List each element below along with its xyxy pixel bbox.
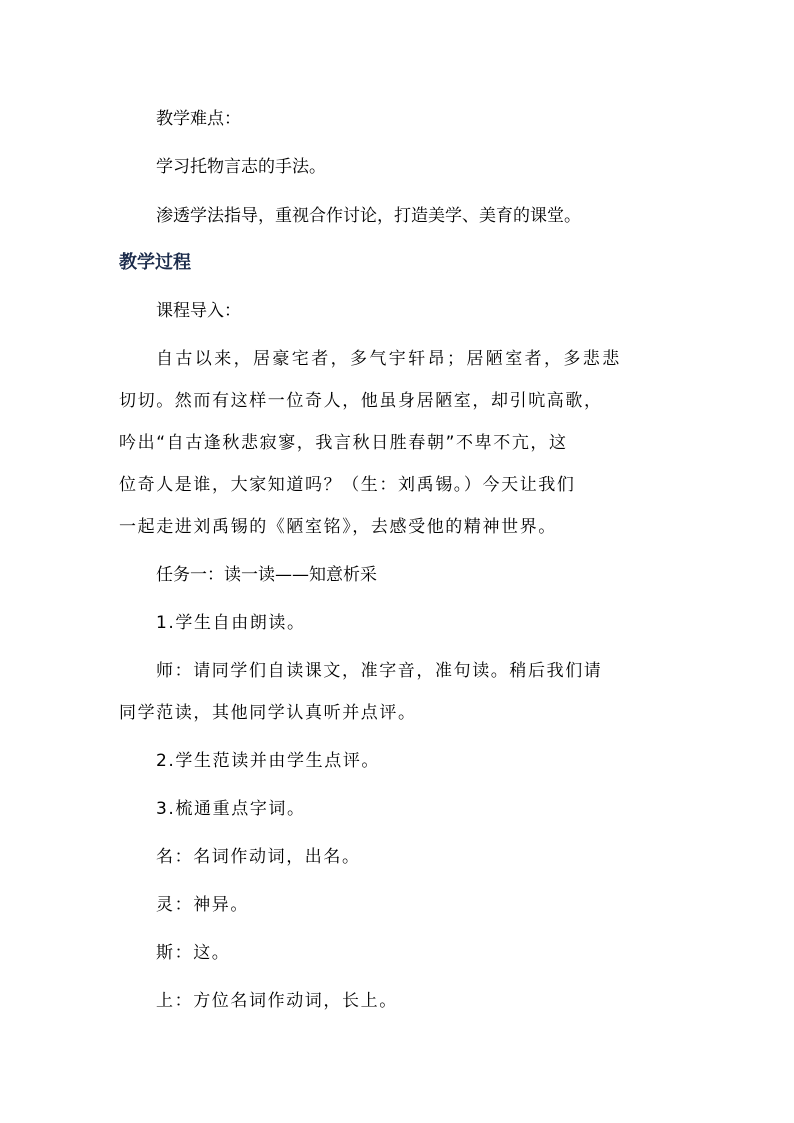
step-3: 3.梳通重点字词。 xyxy=(156,799,306,819)
intro-line-4: 位奇人是谁，大家知道吗？（生：刘禹锡。）今天让我们 xyxy=(119,475,576,495)
step-1: 1.学生自由朗读。 xyxy=(156,613,306,633)
vocab-item-2: 灵：神异。 xyxy=(156,895,249,915)
difficulty-item-1: 学习托物言志的手法。 xyxy=(156,157,326,177)
vocab-item-3: 斯：这。 xyxy=(156,943,231,963)
teacher-line-2: 同学范读，其他同学认真听并点评。 xyxy=(119,703,417,723)
difficulty-label: 教学难点： xyxy=(156,109,241,129)
vocab-item-4: 上：方位名词作动词，长上。 xyxy=(156,991,398,1011)
teacher-line-1: 师：请同学们自读课文，准字音，准句读。稍后我们请 xyxy=(156,661,603,681)
task-1-title: 任务一：读一读——知意析采 xyxy=(156,565,377,585)
intro-line-1: 自古以来，居豪宅者，多气宇轩昂；居陋室者，多悲悲 xyxy=(156,349,622,369)
section-heading-process: 教学过程 xyxy=(119,252,191,273)
step-2: 2.学生范读并由学生点评。 xyxy=(156,751,381,771)
difficulty-item-2: 渗透学法指导，重视合作讨论，打造美学、美育的课堂。 xyxy=(156,206,581,226)
intro-line-5: 一起走进刘禹锡的《陋室铭》，去感受他的精神世界。 xyxy=(119,517,557,537)
vocab-item-1: 名：名词作动词，出名。 xyxy=(156,847,361,867)
intro-line-2: 切切。然而有这样一位奇人，他虽身居陋室，却引吭高歌， xyxy=(119,391,603,411)
intro-line-3: 吟出“自古逢秋悲寂寥，我言秋日胜春朝”不卑不亢，这 xyxy=(119,433,568,453)
intro-label: 课程导入： xyxy=(156,301,241,321)
